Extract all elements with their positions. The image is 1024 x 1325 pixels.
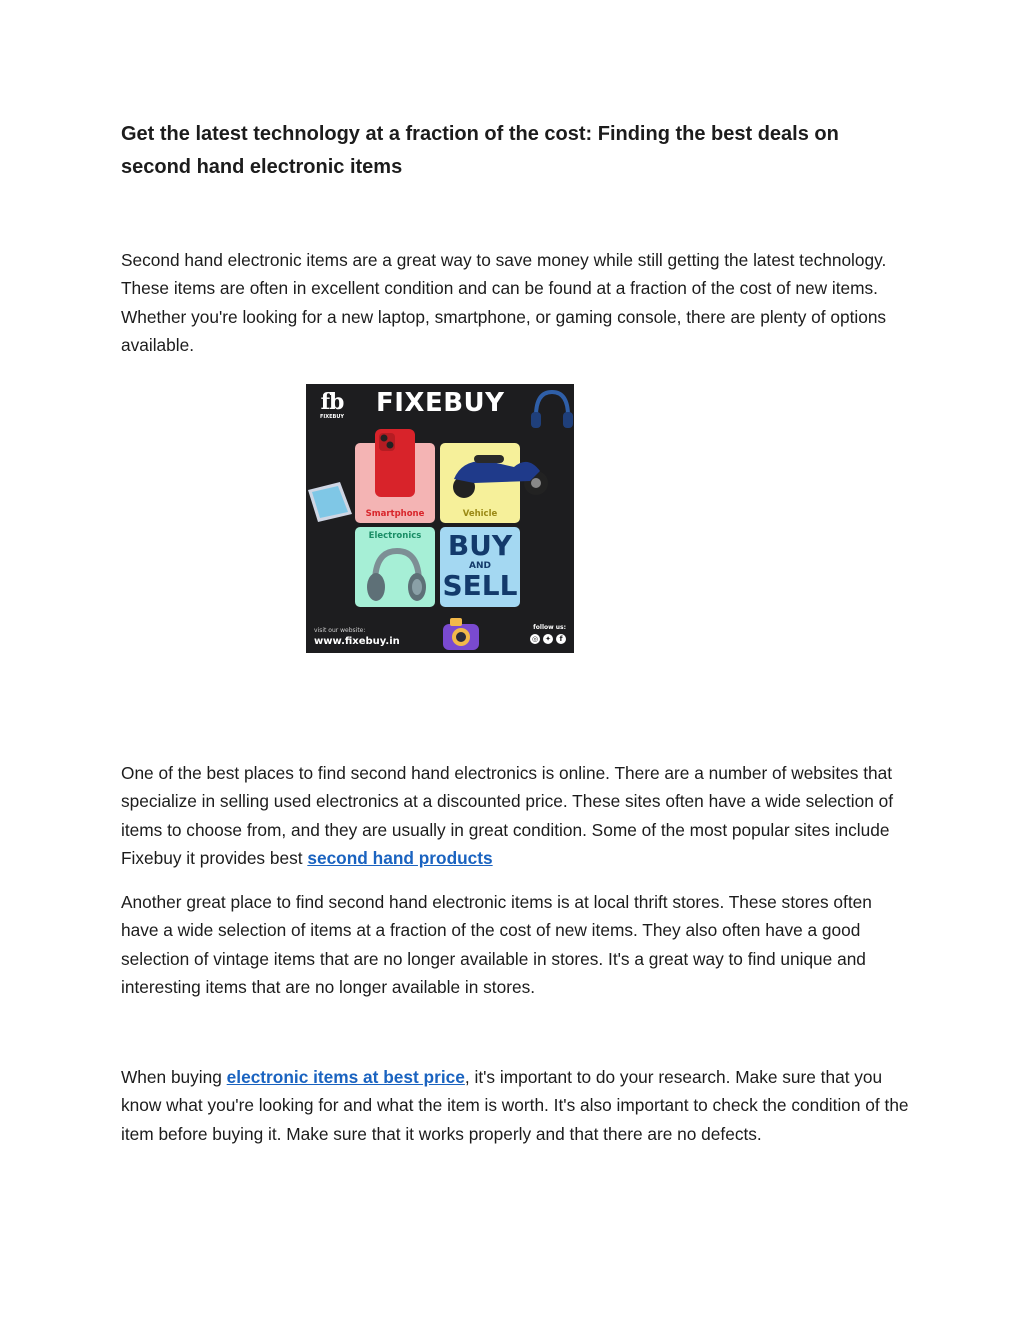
laptop-icon [306, 480, 354, 524]
paragraph-thrift: Another great place to find second hand electronic items is at local thrift stores. These stores often have a wide selection of items at a fraction of the cost of new items. They also often have a good selection of vintage items that are no longer available in stores. It's a great way to find unique and interesting items that are no longer available in stores. [121, 892, 872, 997]
paragraph-buying-text-end: , it's important to do your research. Make sure that you know what you're looking for and what the item is worth. It's also important to check the condition of the item before buying it. Make sure that it works properly and that there are no defects. [121, 1067, 909, 1144]
headphones-icon [528, 386, 574, 430]
tile-electronics [355, 527, 435, 607]
second-hand-products-link[interactable]: second hand products [307, 847, 493, 868]
paragraph-online [121, 759, 911, 872]
paragraph-buying-tips [121, 1063, 911, 1148]
sell-text: SELL [442, 569, 518, 602]
smartphone-icon [372, 427, 418, 499]
article-title: Get the latest technology at a fraction of the cost: Finding the best deals on second hand electronic items [121, 123, 839, 178]
logo-mark: fb [320, 389, 344, 415]
fixebuy-banner-image [306, 384, 574, 653]
electronic-items-best-price-link[interactable]: electronic items at best price [226, 1067, 465, 1087]
facebook-icon: f [556, 634, 566, 644]
paragraph-intro: Second hand electronic items are a great way to save money while still getting the latest technology. These items are often in excellent condition and can be found at a fraction of the cost of new items. Whether you're looking for a new laptop, smartphone, or gaming console, there are plenty of options available. [121, 250, 887, 355]
headset-icon [361, 543, 431, 605]
website-url: www.fixebuy.in [314, 636, 400, 647]
social-icons [530, 634, 566, 644]
paragraph-buying-text-start: When buying [121, 1067, 227, 1087]
twitter-icon: ✦ [543, 634, 553, 644]
scooter-icon [444, 445, 554, 501]
tile-buy-and-sell [440, 527, 520, 607]
banner-brand: FIXEBUY [376, 388, 505, 418]
camera-icon [440, 614, 482, 653]
tile-vehicle [440, 443, 520, 523]
tile-electronics-label: Electronics [368, 531, 422, 541]
tile-smartphone [355, 443, 435, 523]
logo-subtitle: FIXEBUY [319, 414, 345, 420]
follow-us-label: follow us: [533, 624, 566, 631]
buy-text: BUY [447, 529, 513, 562]
tile-smartphone-label: Smartphone [365, 509, 425, 519]
and-text: AND [469, 561, 491, 571]
fixebuy-logo [315, 390, 349, 420]
tile-vehicle-label: Vehicle [462, 509, 498, 519]
paragraph-online-text: One of the best places to find second hand electronics is online. There are a number of websites that specialize in selling used electronics at a discounted price. These sites often have a wide selection of items to choose from, and they are usually in great condition. Some of the most popular sites include Fixebuy it provides best [121, 763, 894, 868]
instagram-icon: ◎ [531, 635, 539, 643]
visit-website-label: visit our website: [314, 627, 366, 634]
